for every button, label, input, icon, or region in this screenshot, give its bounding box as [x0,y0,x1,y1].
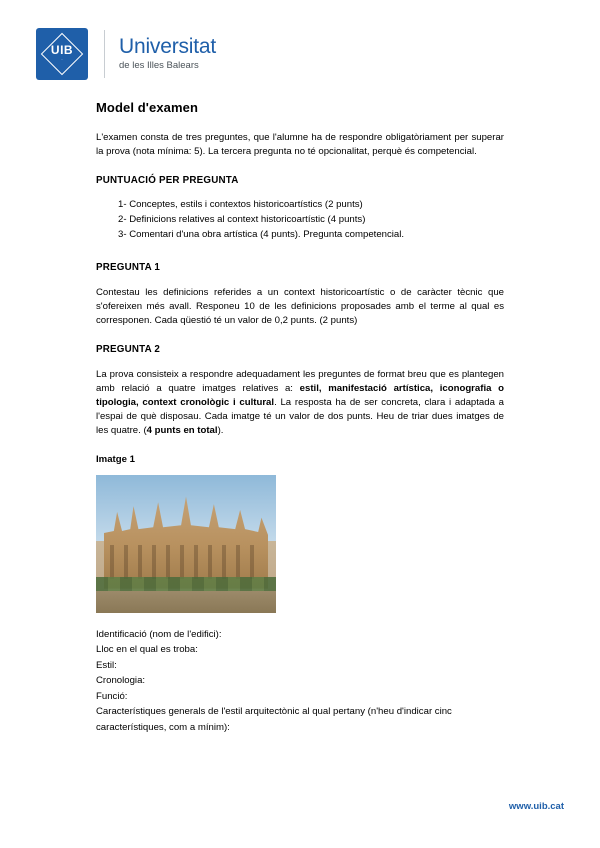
list-item: 3- Comentari d'una obra artística (4 punts). Pregunta competencial. [118,228,405,240]
field-caracteristiques: Característiques generals de l'estil arquitectònic al qual pertany (n'heu d'indicar cinc característiques, com a mínim): [96,706,452,733]
question1-heading: PREGUNTA 1 [96,262,161,274]
intro-paragraph: L'examen consta de tres preguntes, que l'alumne ha de respondre obligatòriament per superar la prova (nota mínima: 5). La tercera pregunta no té opcionalitat, perquè és competencial. [96,132,504,157]
logo-university-label: Universitat [119,35,216,59]
uib-logo-text: UIB [50,42,74,57]
question2-bold-total: 4 punts en total [146,424,218,436]
field-cronologia: Cronologia: [96,675,146,687]
question2-bold-terms: estil, manifestació artística, iconografia o tipologia, context cronològic i cultural [96,383,505,408]
question2-text-part1: La prova consisteix a respondre adequadament les preguntes de format breu que es plantegen amb relació a quatre imatges relatives a: [96,369,504,395]
question1-paragraph: Contestau les definicions referides a un context historicoartístic o de caràcter tècnic que s'ofereixen més avall. Responeu 10 de les definicions proposades amb el terme al qual es corresponen. Cada qüestió té un valor de 0,2 punts. (2 punts) [96,287,504,327]
uib-header [36,28,216,80]
image-caption: Imatge 1 [96,453,135,465]
question2-text-part3: ). [217,424,224,436]
question2-heading: PREGUNTA 2 [96,344,161,356]
logo-islands-label: de les Illes Balears [119,60,199,72]
question2-text-part2: . La resposta ha de ser concreta, clara i adaptada a l'espai de què disposau. Cada imatge té un valor de dos punts. Heu de triar dues imatges de les quatre. ( [96,396,504,436]
document-content [96,100,504,735]
field-identificacio: Identificació (nom de l'edifici): [96,628,222,640]
uib-logo-subtext: · [61,56,63,62]
field-estil: Estil: [96,659,117,671]
list-item: 1- Conceptes, estils i contextos historicoartístics (2 punts) [118,198,363,210]
scoring-list [96,198,504,243]
logo-wordmark [119,36,216,71]
footer-url[interactable]: www.uib.cat [508,801,564,812]
field-funcio: Funció: [96,690,128,702]
list-item: 2- Definicions relatives al context historicoartístic (4 punts) [118,213,366,225]
question2-paragraph [96,368,504,438]
answer-fields [96,627,504,736]
cathedral-photo [96,475,276,613]
scoring-section-heading: PUNTUACIÓ PER PREGUNTA [96,174,239,186]
uib-logo-icon [36,28,88,80]
page-title: Model d'examen [96,100,199,115]
field-lloc: Lloc en el qual es troba: [96,644,198,656]
photo-ground [96,591,276,613]
photo-windows [110,545,262,579]
logo-divider [104,30,105,78]
